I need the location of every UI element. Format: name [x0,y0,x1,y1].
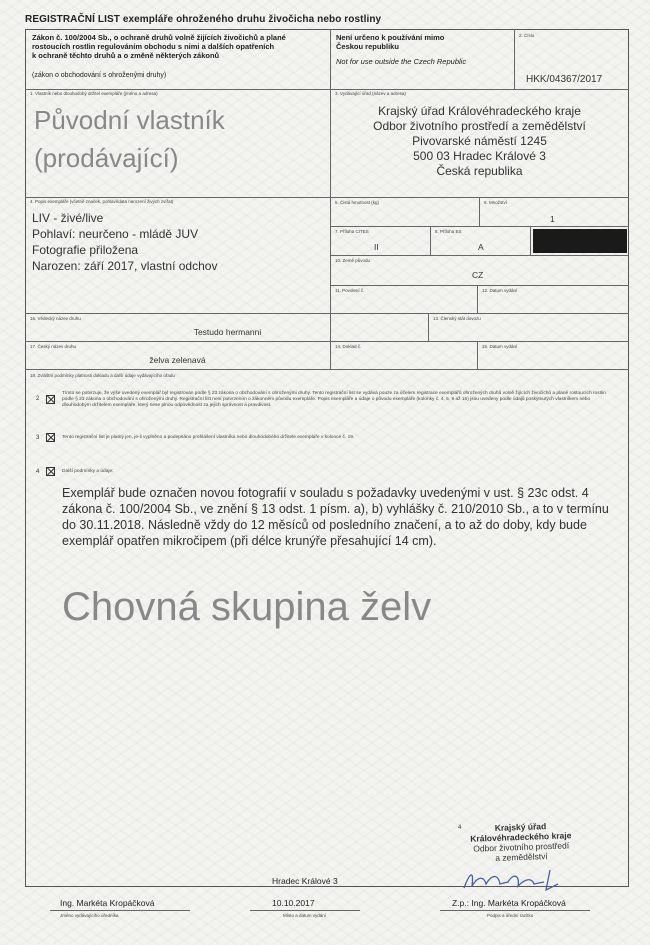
quantity-value: 1 [550,214,555,224]
stamp-number: 4 [458,825,462,831]
item4-number: 4 [36,469,40,475]
signature-stamp-label: Podpis a úřední razítko [487,913,534,918]
watermark-heading: Chovná skupina želv [62,585,432,629]
quantity-label: 6. Množství [484,200,508,205]
item2-text: Tímto se potvrzuje, že výše uvedený exemplář byl registrován podle § 23 zákona o obchodování s ohroženými druhy. Tento registrační list se vydává pouze za účelem registrace exemplářů ohrožených druhů volně žijících živočichů a planě rostoucích rostlin podle § 23 zákona o obchodování s ohroženými druhy. Registrační list není potvrzením o zákonném původu exempláře. Popis exempláře a údaje o původu exempláře (kolonky č. 4, 5, 9 až 15) jsou uvedeny podle údajů poskytnutých vlastníkem nebo dlouhodobým držitelem exempláře, který nese plnou odpovědnost za jejich správnost a pravdivost. [62,391,606,408]
item4-label: Další podmínky a údaje: [62,469,114,474]
divider [330,255,629,256]
eu-annex-value: A [478,242,484,252]
signature-line [250,910,360,911]
officer-name-label: Jméno vydávajícího úředníka [60,913,119,918]
item3-checkbox[interactable] [46,433,55,442]
permit-label: 11. Povolení č. [335,288,365,293]
description-label: 4. Popis exempláře (včetně značek, pohlaví/data narození živých zvířat) [30,199,174,204]
divider [25,313,629,314]
item4-text: Exemplář bude označen novou fotografií v souladu s požadavky uvedenými v ust. § 23c odst. 4 zákona č. 100/2004 Sb., ve znění § 13 odst. 1 písm. a), b) vyhlášky č. 210/2010 Sb., a to v termínu do 30.11.2018. Následně vždy do 12 měsíců od posledního značení, a to až do doby, kdy bude exemplář opatřen mikročipem (při délce krunýře přesahující 14 cm). [62,486,609,548]
divider [25,369,629,370]
signatory-name: Z.p.: Ing. Markéta Kropáčková [452,898,566,908]
divider [25,197,629,198]
item3-text: Tento registrační list je platný jen, je-li vyplněno a podepsáno prohlášení vlastníka nebo dlouhodobého držitele exempláře v kolonce č. 19. [62,435,355,440]
divider [25,89,629,90]
document-number-label: 14. Doklad č. [335,344,362,349]
divider [477,341,478,369]
divider [330,29,331,369]
signature-line [440,910,590,911]
item2-checkbox[interactable] [46,395,55,404]
cites-value: II [374,242,379,252]
officer-name: Ing. Markéta Kropáčková [60,898,155,908]
item3-number: 3 [36,435,40,441]
date-place-label: Místo a datum vydání [283,913,327,918]
law-text: Zákon č. 100/2004 Sb., o ochraně druhů volně žijících živočichů a plané rostoucích rostlin regulováním obchodu s nimi a dalších opatřeních k ochraně těchto druhů a o změně některých zákonů [32,33,286,60]
owner-line1: Původní vlastník [34,105,225,135]
weight-label: 5. Čistá hmotnost (kg) [335,200,380,205]
divider [330,226,629,227]
owner-label: 1. Vlastník nebo dlouhodobý držitel exempláře (jméno a adresa) [30,91,158,96]
divider [479,197,480,226]
issuer-label: 3. Vydávající úřad (název a adresa) [335,91,406,96]
divider [430,226,431,255]
special-conditions-label: 18. Zvláštní podmínky platnosti dokladu a další údaje vydávajícího úřadu [30,373,175,378]
item2-number: 2 [36,396,40,402]
common-name-value: želva zelenavá [149,355,206,365]
registration-number: HKK/04367/2017 [526,74,603,85]
redacted-field [533,229,627,253]
owner-line2: (prodávající) [34,143,179,173]
divider [25,341,629,342]
issue-date: 10.10.2017 [272,898,315,908]
document-date-label: 15. Datum vydání [482,344,518,349]
signature [460,866,570,896]
specimen-description: LIV - živé/live Pohlaví: neurčeno - mládě JUV Fotografie přiložena Narozen: září 2017, vlastní odchov [32,211,218,273]
origin-country-label: 10. Země původu [335,258,371,263]
issuer-address: Krajský úřad Královéhradeckého kraje Odbor životního prostředí a zemědělství Pivovarské náměstí 1245 500 03 Hradec Králové 3 Česká republika [373,104,586,178]
origin-country-value: CZ [472,270,484,280]
cites-label: 7. Příloha CITES [335,229,369,234]
number-label: 2. Číslo [519,33,535,38]
not-for-export-line2: Českou republiku [336,42,399,51]
divider [477,285,478,313]
common-name-label: 17. Český název druhu [30,344,77,349]
divider [514,29,515,89]
import-state-label: 13. Členský stát dovozu [433,316,481,321]
law-subtitle: (zákon o obchodování s ohroženými druhy) [32,72,167,79]
eu-annex-label: 8. Příloha ES [435,229,462,234]
issue-place: Hradec Králové 3 [272,876,338,886]
not-for-export-en: Not for use outside the Czech Republic [336,57,467,66]
divider [330,285,629,286]
signature-line [50,910,190,911]
not-for-export-line1: Není určeno k používání mimo [336,33,445,42]
issue-date-label: 12. Datum vydání [482,288,518,293]
scientific-name-value: Testudo hermanni [193,327,262,337]
document-title: REGISTRAČNÍ LIST exempláře ohroženého druhu živočicha nebo rostliny [25,14,382,25]
office-stamp: Krajský úřad Královéhradeckého kraje Odbor životního prostředí a zemědělství [470,821,572,863]
item4-checkbox[interactable] [46,467,55,476]
scientific-name-label: 16. Vědecký název druhu [30,316,81,321]
divider [530,226,531,255]
